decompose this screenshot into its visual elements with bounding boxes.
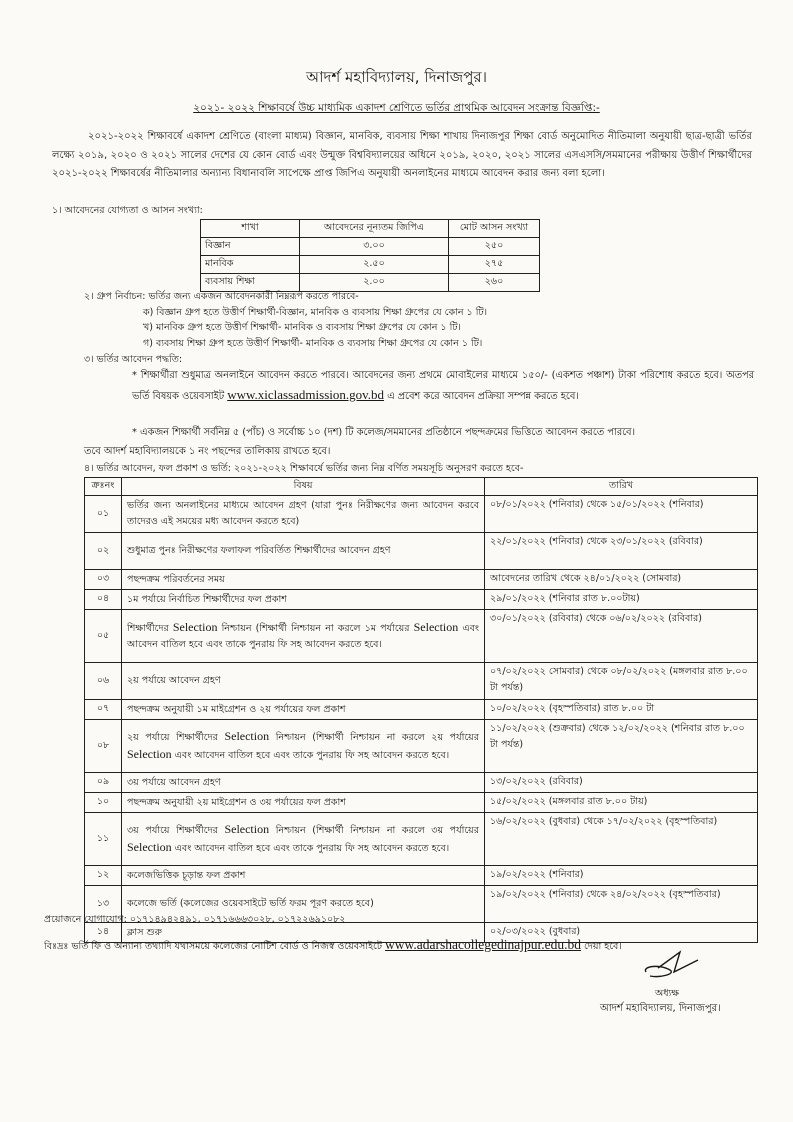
serial-cell: ১৪ xyxy=(85,923,122,943)
date-cell: ১৩/০২/২০২২ (রবিবার) xyxy=(485,773,758,793)
notice-subtitle: ২০২১- ২০২২ শিক্ষাবর্ষে উচ্চ মাধ্যমিক একাদশ শ্রেণিতে ভর্তির প্রাথমিক আবেদন সংক্রান্ত বিজ্ঞপ্তি:- xyxy=(193,102,600,114)
column-header: শাখা xyxy=(201,220,300,238)
college-title: আদর্শ মহাবিদ্যালয়, দিনাজপুর। xyxy=(305,68,488,86)
bullet-text: * শিক্ষার্থীরা শুধুমাত্র অনলাইনে আবেদন করতে পারবে। আবেদনের জন্য প্রথমে মোবাইলের মাধ্যমে ১৫০/- (একশত পঞ্চাশ) টাকা পরিশোধ করতে হবে। অতপর ভর্তি বিষয়ক ওয়েবসাইট xyxy=(132,370,754,402)
section3-heading: ৩। ভর্তির আবেদন পদ্ধতি: xyxy=(84,354,183,365)
gpa-cell: ২.০০ xyxy=(300,274,449,292)
intro-paragraph: ২০২১-২০২২ শিক্ষাবর্ষে একাদশ শ্রেণিতে (বাংলা মাধ্যম) বিজ্ঞান, মানবিক, ব্যবসায় শিক্ষা শাখায় দিনাজপুর শিক্ষা বোর্ড অনুমোদিত নীতিমালা অনুযায়ী ছাত্র-ছাত্রী ভর্তির লক্ষ্যে ২০১৯, ২০২০ ও ২০২১ সালের দেশের যে কোন বোর্ড এবং উন্মুক্ত বিশ্ববিদ্যালয়ের অধিনে ২০১৯, ২০২০, ২০২১ সালের এসএসসি/সমমানের পরীক্ষায় উত্তীর্ণ শিক্ষার্থীদের ২০২১-২০২২ শিক্ষাবর্ষের নীতিমালার অন্যান্য বিধানাবলি সাপেক্ষে প্রাপ্ত জিপিএ অনুযায়ী অনলাইনের মাধ্যমে আবেদন করার জন্য বলা হলো। xyxy=(52,131,752,179)
branch-cell: ব্যবসায় শিক্ষা xyxy=(201,274,300,292)
topic-cell: ক্লাস শুরু xyxy=(122,923,485,943)
table-row xyxy=(85,663,758,700)
table-row xyxy=(201,256,540,274)
table-row xyxy=(85,793,758,813)
column-header: মোট আসন সংখ্যা xyxy=(449,220,540,238)
topic-cell: কলেজে ভর্তি (কলেজের ওয়েবসাইটে ভর্তি ফরম পূরণ করতে হবে) xyxy=(122,886,485,923)
application-bullet-2 xyxy=(132,423,754,442)
signatory-title: অধ্যক্ষ xyxy=(655,988,680,999)
serial-cell: ১২ xyxy=(85,866,122,886)
column-header: বিষয় xyxy=(122,478,485,496)
schedule-table xyxy=(84,477,758,943)
serial-cell: ০৪ xyxy=(85,590,122,610)
branch-cell: বিজ্ঞান xyxy=(201,238,300,256)
table-row xyxy=(85,590,758,610)
bullet-text: এ প্রবেশ করে আবেদন প্রক্রিয়া সম্পন্ন করতে হবে। xyxy=(384,391,579,402)
contact-line: প্রয়োজনে যোগাযোগ: ০১৭১৪৯৪২৪৯১, ০১৭১৬৬৬৩০২৮, ০১৭২২৬৯১০৮২ xyxy=(44,914,346,925)
branch-cell: মানবিক xyxy=(201,256,300,274)
eligibility-table xyxy=(200,219,540,292)
serial-cell: ০৭ xyxy=(85,700,122,720)
table-header-row xyxy=(201,220,540,238)
table-row xyxy=(85,866,758,886)
date-cell: ০৭/০২/২০২২ সোমবার) থেকে ০৮/০২/২০২২ (মঙ্গলবার রাত ৮.০০ টা পর্যন্ত) xyxy=(485,663,758,700)
table-header-row xyxy=(85,478,758,496)
principal-signature-icon xyxy=(640,948,700,984)
table-row xyxy=(85,533,758,570)
application-bullet-2-cont xyxy=(84,442,764,461)
date-cell: ২৯/০১/২০২২ (শনিবার রাত ৮.০০টায়) xyxy=(485,590,758,610)
table-row xyxy=(85,496,758,533)
note-text: দেয়া হবে। xyxy=(580,941,622,952)
selection-term: Selection xyxy=(127,840,172,854)
selection-term: Selection xyxy=(413,620,459,634)
date-cell: ১১/০২/২০২২ (শুক্রবার) থেকে ১২/০২/২০২২ (শনিবার রাত ৮.০০ টা পর্যন্ত) xyxy=(485,720,758,773)
topic-cell: শিক্ষার্থীদের Selection নিশ্চায়ন (শিক্ষার্থী নিশ্চায়ন না করলে ১ম পর্যায়ের Selection এবং আবেদন বাতিল হবে এবং তাকে পুনরায় ফি সহ আবেদন করতে হবে। xyxy=(122,610,485,663)
serial-cell: ০৬ xyxy=(85,663,122,700)
table-row xyxy=(201,238,540,256)
serial-cell: ১৩ xyxy=(85,886,122,923)
topic-cell: শুধুমাত্র পুনঃ নিরীক্ষণের ফলাফল পরিবর্তিত শিক্ষার্থীদের আবেদন গ্রহণ xyxy=(122,533,485,570)
topic-cell: ২য় পর্যায়ে শিক্ষার্থীদের Selection নিশ্চায়ন (শিক্ষার্থী নিশ্চায়ন না করলে ২য় পর্যায়ের Selection এবং আবেদন বাতিল হবে এবং তাকে পুনরায় ফি সহ আবেদন করতে হবে। xyxy=(122,720,485,773)
selection-term: Selection xyxy=(172,620,218,634)
date-cell: আবেদনের তারিখ থেকে ২৪/০১/২০২২ (সোমবার) xyxy=(485,570,758,590)
table-row xyxy=(85,700,758,720)
table-row xyxy=(85,570,758,590)
table-row xyxy=(85,610,758,663)
table-row xyxy=(85,773,758,793)
serial-cell: ০২ xyxy=(85,533,122,570)
topic-cell: ২য় পর্যায়ে আবেদন গ্রহণ xyxy=(122,663,485,700)
group-option: খ) মানবিক গ্রুপ হতে উত্তীর্ণ শিক্ষার্থী- মানবিক ও ব্যবসায় শিক্ষা গ্রুপের যে কোন ১ টি। xyxy=(143,322,461,333)
date-cell: ১৯/০২/২০২২ (শনিবার) xyxy=(485,866,758,886)
date-cell: ১৯/০২/২০২২ (শনিবার) থেকে ২৪/০২/২০২২ (বৃহস্পতিবার) xyxy=(485,886,758,923)
table-row xyxy=(85,720,758,773)
group-option: গ) ব্যবসায় শিক্ষা গ্রুপ হতে উত্তীর্ণ শিক্ষার্থী- মানবিক ও ব্যবসায় শিক্ষা গ্রুপের যে কোন ১ টি। xyxy=(143,338,483,349)
column-header: ক্রঃনং xyxy=(85,478,122,496)
topic-cell: কলেজভিত্তিক চূড়ান্ত ফল প্রকাশ xyxy=(122,866,485,886)
bullet-text: তবে আদর্শ মহাবিদ্যালয়কে ১ নং পছন্দের তালিকায় রাখতে হবে। xyxy=(84,446,331,457)
bullet-text: * একজন শিক্ষার্থী সর্বনিম্ন ৫ (পাঁচ) ও সর্বোচ্চ ১০ (দশ) টি কলেজ/সমমানের প্রতিষ্ঠানে পছন্দক্রমের ভিত্তিতে আবেদন করতে পারবে। xyxy=(132,427,635,438)
seats-cell: ২৫০ xyxy=(449,238,540,256)
schedule-body xyxy=(85,496,758,943)
date-cell: ২২/০১/২০২২ (শনিবার) থেকে ২৩/০১/২০২২ (রবিবার) xyxy=(485,533,758,570)
college-website-link[interactable]: www.adarshacollegedinajpur.edu.bd xyxy=(385,937,581,952)
topic-cell: পছন্দক্রম অনুযায়ী ২য় মাইগ্রেশন ও ৩য় পর্যায়ের ফল প্রকাশ xyxy=(122,793,485,813)
column-header: আবেদনের নূন্যতম জিপিএ xyxy=(300,220,449,238)
date-cell: ০৮/০১/২০২২ (শনিবার) থেকে ১৫/০১/২০২২ (শনিবার) xyxy=(485,496,758,533)
topic-cell: ৩য় পর্যায়ে শিক্ষার্থীদের Selection নিশ্চায়ন (শিক্ষার্থী নিশ্চায়ন না করলে ৩য় পর্যায়ের Selection এবং আবেদন বাতিল হবে এবং তাকে পুনরায় ফি সহ আবেদন করতে হবে। xyxy=(122,813,485,866)
topic-cell: পছন্দক্রম পরিবর্তনের সময় xyxy=(122,570,485,590)
date-cell: ৩০/০১/২০২২ (রবিবার) থেকে ০৬/০২/২০২২ (রবিবার) xyxy=(485,610,758,663)
gpa-cell: ২.৫০ xyxy=(300,256,449,274)
serial-cell: ০১ xyxy=(85,496,122,533)
date-cell: ০২/০৩/২০২২ (বুধবার) xyxy=(485,923,758,943)
section1-heading: ১। আবেদনের যোগ্যতা ও আসন সংখ্যা: xyxy=(52,205,203,216)
serial-cell: ১১ xyxy=(85,813,122,866)
serial-cell: ১০ xyxy=(85,793,122,813)
topic-cell: ১ম পর্যায়ে নির্বাচিত শিক্ষার্থীদের ফল প্রকাশ xyxy=(122,590,485,610)
selection-term: Selection xyxy=(224,822,270,836)
seats-cell: ২৭৫ xyxy=(449,256,540,274)
section2-heading: ২। গ্রুপ নির্বাচন: ভর্তির জন্য একজন আবেদনকারী নিম্নরূপ করতে পারবে- xyxy=(84,291,359,302)
serial-cell: ০৮ xyxy=(85,720,122,773)
serial-cell: ০৩ xyxy=(85,570,122,590)
application-bullet-1 xyxy=(132,366,754,406)
gpa-cell: ৩.০০ xyxy=(300,238,449,256)
table-row xyxy=(85,813,758,866)
column-header: তারিখ xyxy=(485,478,758,496)
selection-term: Selection xyxy=(224,729,270,743)
signatory-org: আদর্শ মহাবিদ্যালয়, দিনাজপুর। xyxy=(600,1003,721,1014)
section4-heading: ৪। ভর্তির আবেদন, ফল প্রকাশ ও ভর্তি: ২০২১-২০২২ শিক্ষাবর্ষে ভর্তির জন্য নিম্ন বর্ণিত সময়সূচি অনুসরণ করতে হবে- xyxy=(84,463,524,474)
group-option: ক) বিজ্ঞান গ্রুপ হতে উত্তীর্ণ শিক্ষার্থী-বিজ্ঞান, মানবিক ও ব্যবসায় শিক্ষা গ্রুপের যে কোন ১ টি। xyxy=(143,307,488,318)
admission-website-link[interactable]: www.xiclassadmission.gov.bd xyxy=(227,387,385,402)
date-cell: ১৫/০২/২০২২ (মঙ্গলবার রাত ৮.০০ টায়) xyxy=(485,793,758,813)
topic-cell: ভর্তির জন্য অনলাইনের মাধ্যমে আবেদন গ্রহণ (যারা পুনঃ নিরীক্ষণের জন্য আবেদন করবে তাদেরও এই সময়ের মধ্য আবেদন করতে হবে) xyxy=(122,496,485,533)
note-text: বিঃদ্রঃ ভর্তি ফি ও অন্যান্য তথ্যাদি যথাসময়ে কলেজের নোটিশ বোর্ড ও নিজস্ব ওয়েবসাইটে xyxy=(44,941,386,952)
seats-cell: ২৬০ xyxy=(449,274,540,292)
topic-cell: ৩য় পর্যায়ে আবেদন গ্রহণ xyxy=(122,773,485,793)
date-cell: ১০/০২/২০২২ (বৃহস্পতিবার) রাত ৮.০০ টা xyxy=(485,700,758,720)
date-cell: ১৬/০২/২০২২ (বুধবার) থেকে ১৭/০২/২০২২ (বৃহস্পতিবার) xyxy=(485,813,758,866)
topic-cell: পছন্দক্রম অনুযায়ী ১ম মাইগ্রেশন ও ২য় পর্যায়ের ফল প্রকাশ xyxy=(122,700,485,720)
serial-cell: ০৯ xyxy=(85,773,122,793)
serial-cell: ০৫ xyxy=(85,610,122,663)
selection-term: Selection xyxy=(127,747,172,761)
